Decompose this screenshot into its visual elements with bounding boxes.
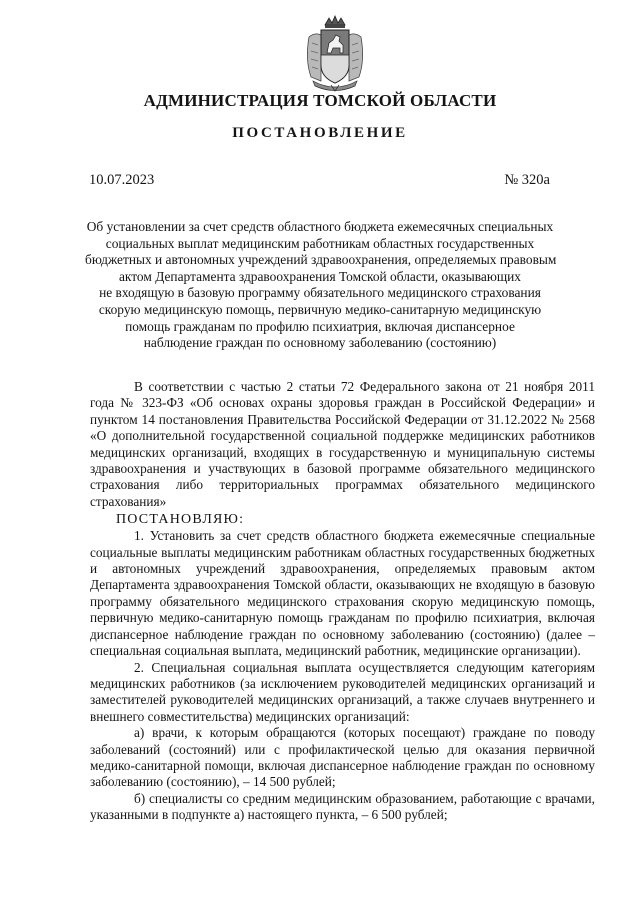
document-title — [85, 219, 555, 352]
paragraph-1: 1. Установить за счет средств областного бюджета ежемесячные специальные социальные выплаты медицинским работникам областных государственных бюджетных и автономных учреждений здравоохранения, определяемых правовым актом Департамента здравоохранения Томской области, оказывающих не входящую в базовую программу обязательного медицинского страхования скорую медицинскую помощь, первичную медико-санитарную помощь гражданам по профилю психиатрия, включая диспансерное наблюдение граждан по основному заболеванию (состоянию) (далее – специальная социальная выплата, медицинский работник, медицинские организации). — [90, 528, 595, 659]
preamble-paragraph: В соответствии с частью 2 статьи 72 Федерального закона от 21 ноября 2011 года № 323-ФЗ «Об основах охраны здоровья граждан в Российской Федерации» и пунктом 14 постановления Правительства Российской Федерации от 31.12.2022 № 2568 «О дополнительной государственной социальной поддержке медицинских работников медицинских организаций, входящих в государственную и муниципальную системы здравоохранения и участвующих в базовой программе обязательного медицинского страхования либо территориальных программах обязательного медицинского страхования» — [90, 379, 595, 509]
document-body — [90, 379, 595, 824]
document-type: ПОСТАНОВЛЕНИЕ — [232, 125, 408, 141]
organization-name: АДМИНИСТРАЦИЯ ТОМСКОЙ ОБЛАСТИ — [143, 91, 497, 110]
tomsk-region-coat-of-arms-icon — [303, 15, 367, 93]
subparagraph-b: б) специалисты со средним медицинским образованием, работающие с врачами, указанными в подпункте а) настоящего пункта, – 6 500 рублей; — [90, 790, 595, 823]
decree-heading: ПОСТАНОВЛЯЮ: — [116, 512, 245, 528]
title-line: Об установлении за счет средств областного бюджета ежемесячных специальных — [86, 219, 554, 234]
title-line: социальных выплат медицинским работникам областных государственных — [105, 235, 535, 251]
paragraph-2: 2. Специальная социальная выплата осуществляется следующим категориям медицинских работников (за исключением руководителей медицинских организаций и заместителей руководителей медицинских организаций, а также случаев внутреннего и внешнего совместительства) медицинских организаций: — [90, 659, 595, 724]
title-line: бюджетных и автономных учреждений здравоохранения, определяемых правовым — [85, 252, 557, 268]
subparagraph-a: а) врачи, к которым обращаются (которых посещают) граждане по поводу заболеваний (состояний) или с профилактической целью для оказания первичной медико-санитарной помощи, включая диспансерное наблюдение граждан по основному заболеванию (состоянию), – 14 500 рублей; — [90, 725, 595, 790]
title-line: не входящую в базовую программу обязательного медицинского страхования — [99, 285, 541, 301]
title-line: скорую медицинскую помощь, первичную медико-санитарную медицинскую — [98, 301, 542, 317]
document-date: 10.07.2023 — [89, 172, 155, 188]
title-line: наблюдение граждан по основному заболеванию (состоянию) — [143, 335, 497, 351]
title-line: актом Департамента здравоохранения Томской области, оказывающих — [118, 268, 521, 284]
title-line: помощь гражданам по профилю психиатрия, включая диспансерное — [125, 318, 515, 334]
document-number: № 320а — [504, 172, 550, 188]
